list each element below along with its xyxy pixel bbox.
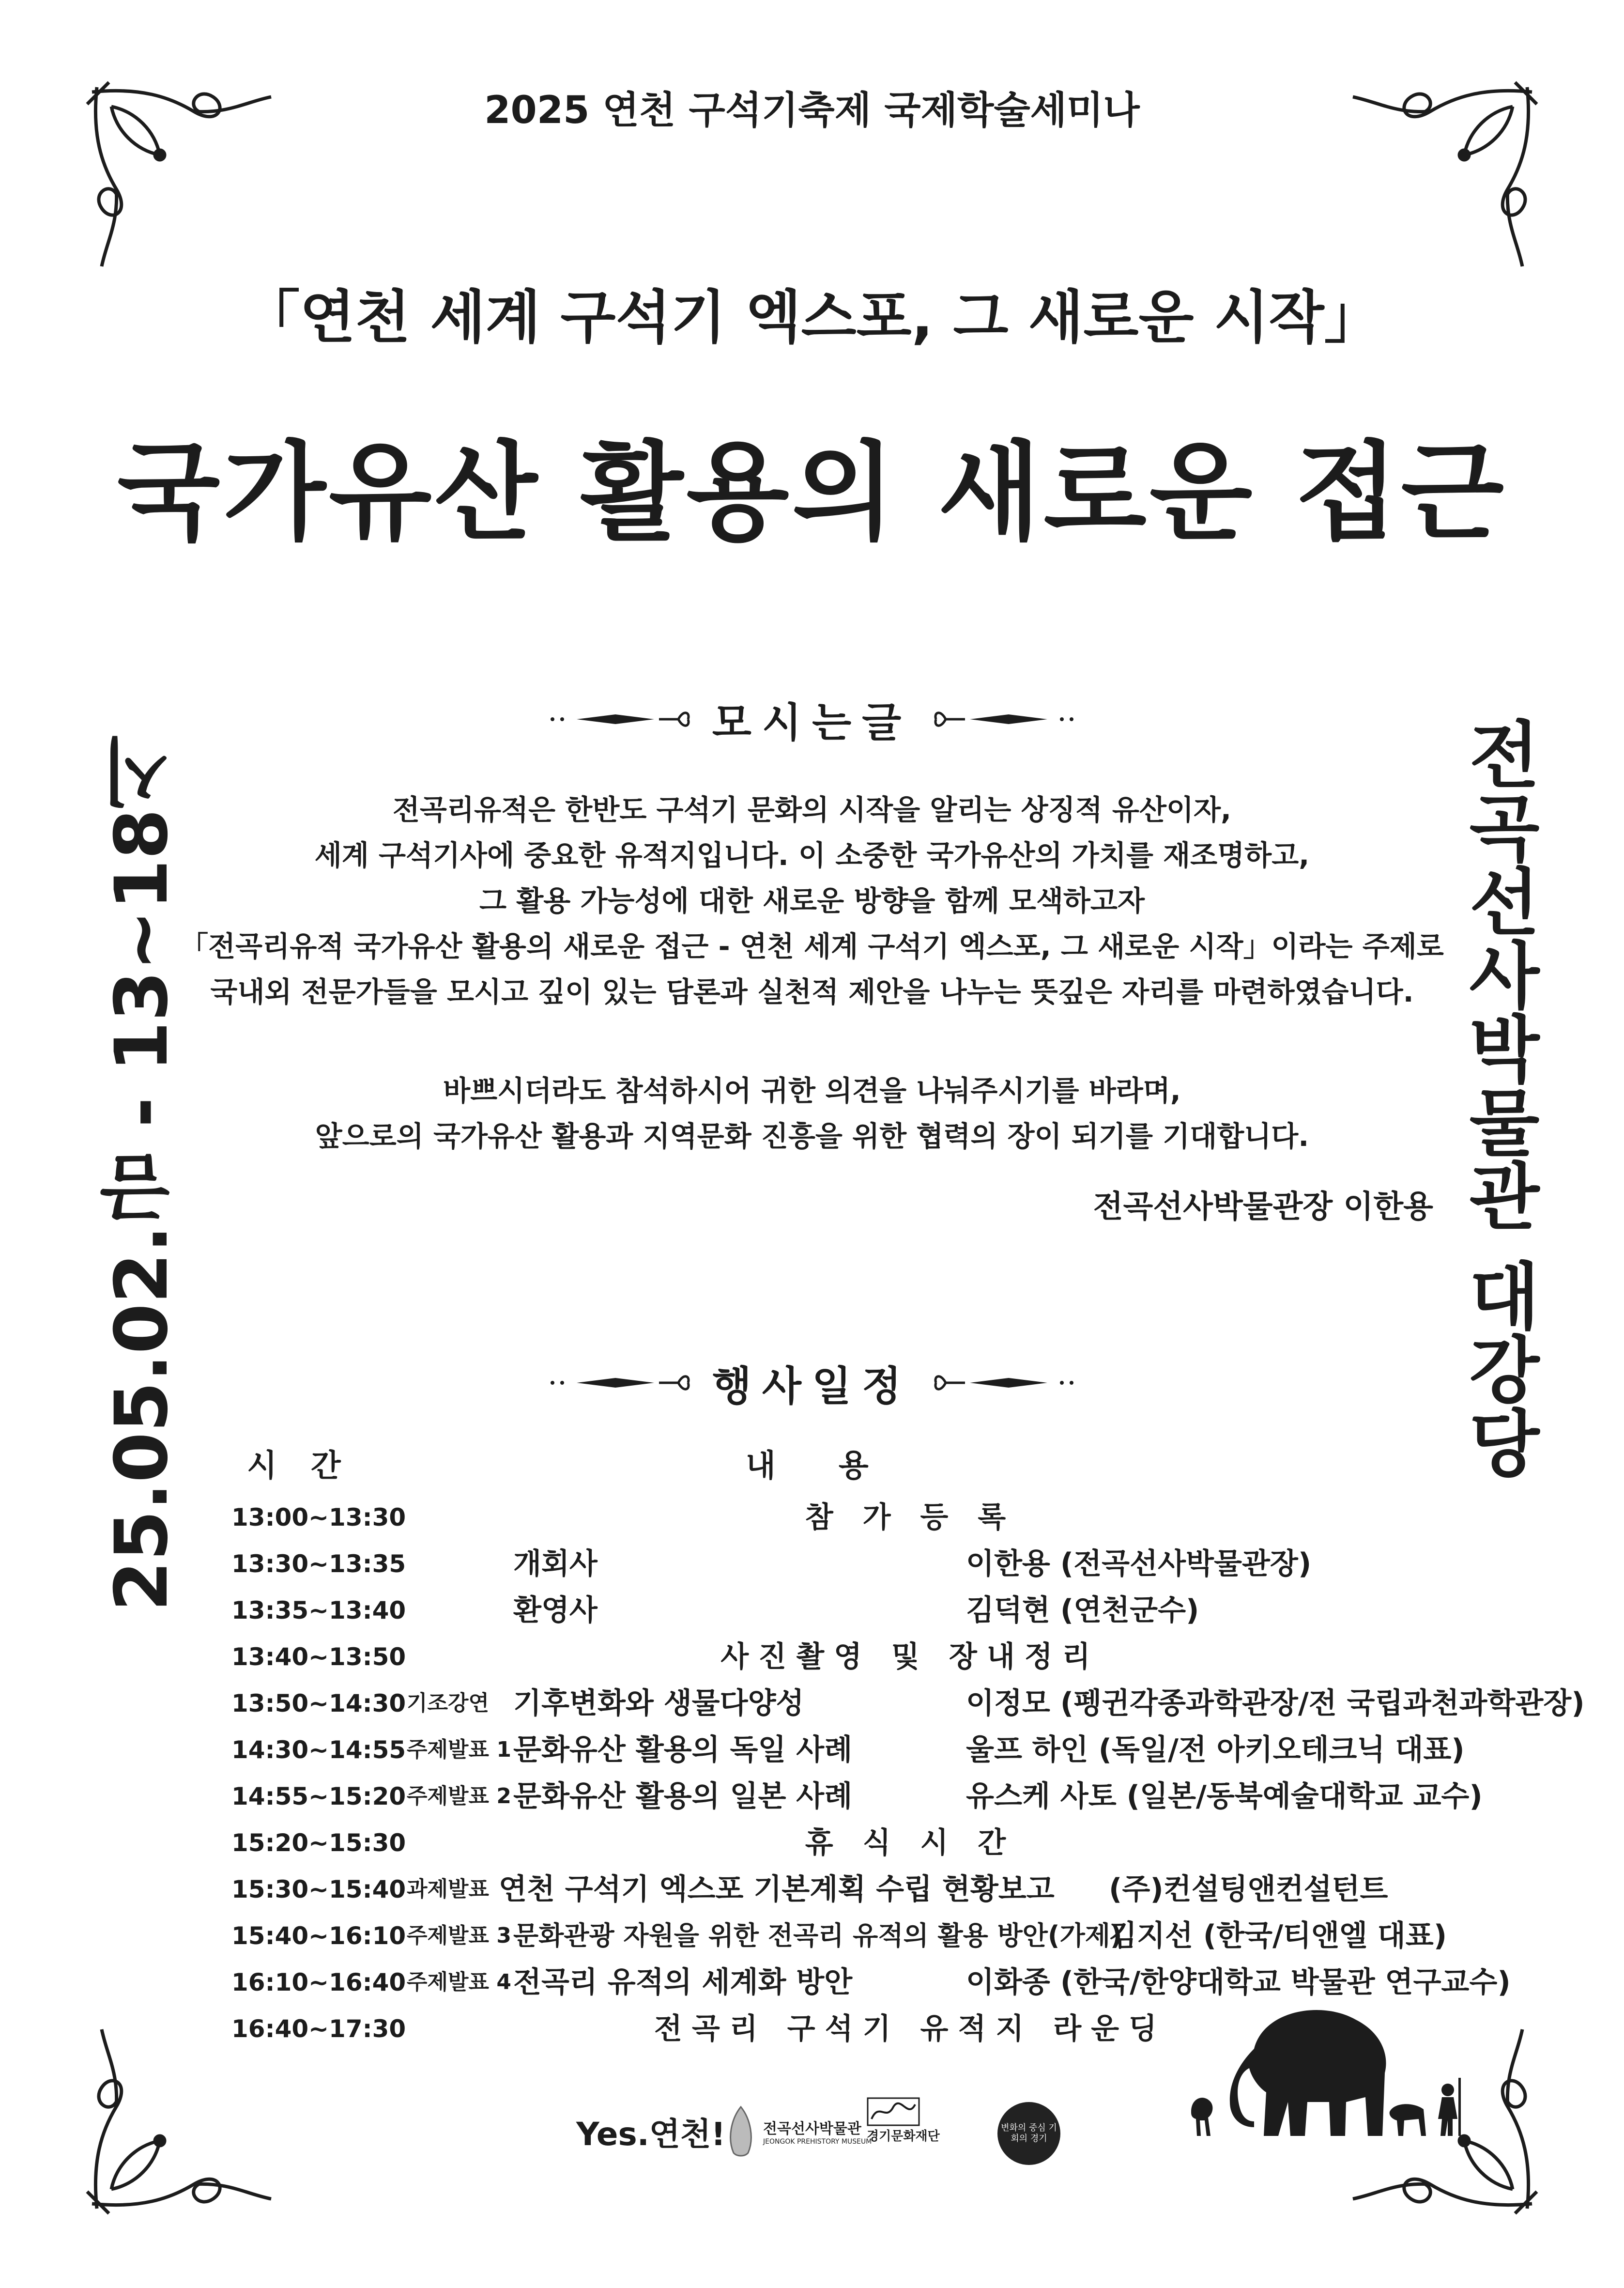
row-tag: 과제발표 [407,1877,490,1902]
invitation-line: 앞으로의 국가유산 활용과 지역문화 진흥을 위한 협력의 장이 되기를 기대합니다. [315,1120,1309,1153]
row-time: 16:40~17:30 [231,2015,406,2043]
row-title: 환영사 [513,1593,598,1627]
schedule-row [0,1913,1624,1959]
mammoth-silhouette-illustration [1162,1991,1472,2155]
row-speaker: (주)컨설팅앤컨설턴트 [1109,1872,1388,1906]
schedule-row [0,1727,1624,1773]
date-time-vertical: 25.05.02.금 - 13~18시 [100,736,184,1612]
schedule-row [0,1634,1624,1680]
row-title: 문화관광 자원을 위한 전곡리 유적의 활용 방안(가제) [513,1920,1122,1951]
row-time: 13:50~14:30 [231,1689,406,1717]
invitation-line: 바쁘시더라도 참석하시어 귀한 의견을 나눠주시기를 바라며, [443,1074,1181,1107]
row-title: 전곡리 유적의 세계화 방안 [513,1965,853,1999]
invitation-paragraph-2 [145,1068,1479,1159]
row-time: 13:30~13:35 [231,1550,406,1578]
row-time: 13:35~13:40 [231,1596,406,1624]
schedule-row [0,1541,1624,1587]
row-time: 13:40~13:50 [231,1643,406,1671]
invitation-line: 「전곡리유적 국가유산 활용의 새로운 접근 - 연천 세계 구석기 엑스포, 그 새로운 시작」이라는 주제로 [180,930,1444,963]
row-speaker: 이한용 (전곡선사박물관장) [966,1547,1312,1581]
invitation-paragraph-1 [145,787,1479,1015]
schedule-row [0,1773,1624,1820]
row-tag: 주제발표 3 [407,1923,511,1948]
row-time: 14:55~15:20 [231,1782,406,1810]
schedule-row [0,1587,1624,1634]
row-center-text: 참 가 등 록 [805,1500,1016,1534]
invitation-line: 전곡리유적은 한반도 구석기 문화의 시작을 알리는 상징적 유산이자, [392,793,1232,826]
row-speaker: 김덕현 (연천군수) [966,1593,1199,1627]
row-speaker: 김지선 (한국/티앤엘 대표) [1109,1919,1447,1953]
invitation-heading [0,693,1624,746]
row-time: 15:20~15:30 [231,1829,406,1857]
row-speaker: 이화종 (한국/한양대학교 박물관 연구교수) [966,1965,1511,1999]
schedule-row [0,1680,1624,1727]
row-time: 16:10~16:40 [231,1968,406,1996]
museum-logo-text: 전곡선사박물관 [763,2120,861,2137]
row-title: 기후변화와 생물다양성 [513,1686,804,1720]
schedule-row [0,1866,1624,1913]
pattern-icon [867,2097,920,2126]
row-tag: 주제발표 2 [407,1784,511,1809]
handaxe-icon [726,2104,755,2158]
row-speaker: 유스케 사토 (일본/동북예술대학교 교수) [966,1779,1483,1813]
row-speaker: 울프 하인 (독일/전 아키오테크닉 대표) [966,1733,1465,1767]
row-title: 문화유산 활용의 독일 사례 [513,1733,853,1767]
row-time: 15:30~15:40 [231,1875,406,1903]
schedule-row [0,1494,1624,1541]
ggcf-logo-text: 경기문화재단 [867,2129,940,2144]
row-tag: 기조강연 [407,1691,490,1716]
invitation-line: 국내외 전문가들을 모시고 깊이 있는 담론과 실천적 제안을 나누는 뜻깊은 자리를 마련하였습니다. [210,975,1414,1008]
row-time: 14:30~14:55 [231,1736,406,1764]
museum-logo-text-en: JEONGOK PREHISTORY MUSEUM [763,2138,872,2146]
divider-ornament-left [548,1368,693,1397]
jeongok-museum-logo [726,2097,872,2165]
row-speaker: 이정모 (펭귄각종과학관장/전 국립과천과학관장) [966,1686,1585,1720]
venue-vertical: 전곡선사박물관 대강당 [1455,717,1540,1480]
seminar-title: 2025 연천 구석기축제 국제학술세미나 [484,89,1140,132]
gyeonggi-round-logo: 변화의 중심 기회의 경기 [997,2102,1060,2165]
row-tag: 주제발표 1 [407,1737,511,1762]
row-title: 개회사 [513,1547,598,1581]
row-center-text: 휴 식 시 간 [805,1826,1016,1860]
subtitle: 「연천 세계 구석기 엑스포, 그 새로운 시작」 [243,284,1381,351]
signature: 전곡선사박물관장 이한용 [1093,1189,1433,1225]
gyeonggi-cultural-foundation-logo [867,2097,940,2165]
row-title: 문화유산 활용의 일본 사례 [513,1779,853,1813]
row-time: 13:00~13:30 [231,1503,406,1531]
main-title: 국가유산 활용의 새로운 접근 [117,431,1507,555]
divider-ornament-right [931,1368,1076,1397]
row-title: 연천 구석기 엑스포 기본계획 수립 현황보고 [499,1872,1055,1906]
invitation-line: 세계 구석기사에 중요한 유적지입니다. 이 소중한 국가유산의 가치를 재조명하고, [314,839,1310,872]
schedule-column-content: 내용 [746,1448,932,1484]
invitation-heading-text: 모시는글 [712,698,912,746]
schedule-row [0,1820,1624,1866]
corner-ornament-bottom-left [82,2025,276,2218]
schedule-column-time: 시간 [247,1448,375,1484]
row-tag: 주제발표 4 [407,1970,511,1994]
schedule-heading [0,1356,1624,1409]
row-center-text: 사진촬영 및 장내정리 [720,1640,1100,1674]
invitation-line: 그 활용 가능성에 대한 새로운 방향을 함께 모색하고자 [479,884,1145,917]
row-center-text: 전곡리 구석기 유적지 라운딩 [654,2012,1167,2046]
row-time: 15:40~16:10 [231,1922,406,1950]
divider-ornament-right [931,705,1076,734]
divider-ornament-left [548,705,693,734]
yes-yeoncheon-logo: Yes.연천! [576,2115,726,2153]
schedule-heading-text: 행사일정 [712,1362,912,1410]
